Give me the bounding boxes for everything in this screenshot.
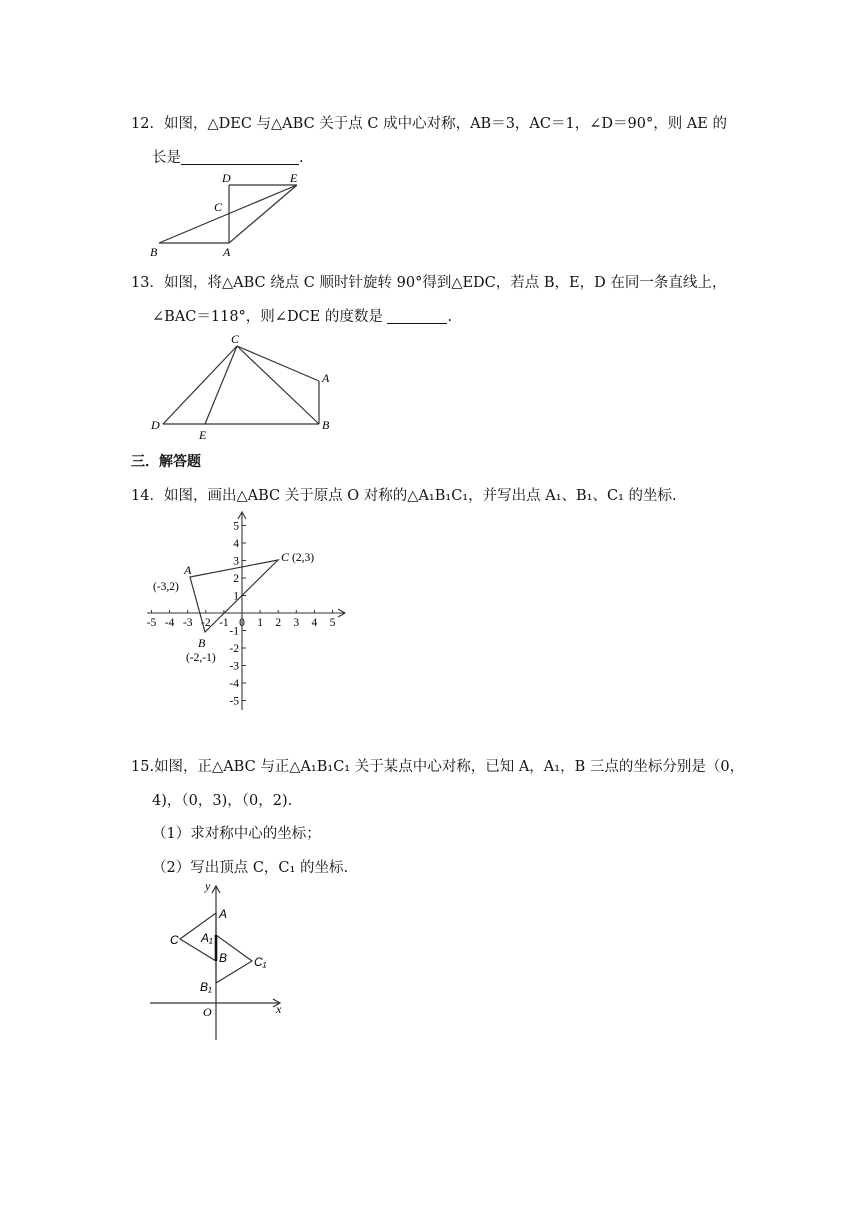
q12-line1 <box>131 112 727 133</box>
section-title: 三．解答题 <box>131 454 201 470</box>
q13-label-b: B <box>322 418 330 432</box>
q12-text-2: 长是 <box>152 150 181 166</box>
q14-line1 <box>131 484 677 505</box>
q15-label-b: B <box>219 951 228 965</box>
q13-text-2: ∠BAC＝118°，则∠DCE 的度数是 <box>152 309 383 325</box>
q14-x-tick-label: 3 <box>293 617 300 629</box>
q14-y-tick-label: -5 <box>229 695 239 708</box>
q12-end: . <box>299 150 304 166</box>
q14-x-tick-label: -3 <box>182 617 193 629</box>
q15-axis-x-label: x <box>276 1002 282 1016</box>
q14-label-b: B <box>198 636 206 650</box>
q12-answer-blank[interactable] <box>181 150 299 165</box>
q14-coordinate-figure <box>140 505 360 720</box>
q13-label-e: E <box>199 428 207 442</box>
q14-x-tick-label: 1 <box>257 617 263 629</box>
q15-label-a1: A₁ <box>201 931 213 945</box>
q15-label-b1: B₁ <box>200 980 212 994</box>
q13-text: 如图，将△ABC 绕点 C 顺时针旋转 90°得到△EDC，若点 B，E，D 在同一条直线上， <box>163 275 727 291</box>
q14-y-tick-label: 2 <box>233 573 239 585</box>
q14-x-tick-label: -2 <box>201 617 211 629</box>
q15-label-a: A <box>219 907 228 921</box>
q14-label-c: C <box>281 550 290 564</box>
q14-y-tick-label: 5 <box>233 520 239 533</box>
q14-label-a: A <box>184 563 192 577</box>
q14-y-tick-label: 4 <box>233 538 239 550</box>
q14-x-tick-label: 2 <box>275 617 282 629</box>
q14-x-tick-label: 5 <box>329 617 336 629</box>
q14-y-tick-label: 1 <box>233 590 239 603</box>
q14-y-tick-label: -3 <box>229 660 239 673</box>
q14-y-tick-label: -4 <box>229 678 239 690</box>
q14-x-tick-label: -5 <box>146 617 157 629</box>
q12-number: 12． <box>131 116 164 132</box>
q14-y-tick-label: 3 <box>233 555 239 568</box>
q12-text: 如图，△DEC 与△ABC 关于点 C 成中心对称，AB＝3，AC＝1，∠D＝90°，则 AE 的 <box>163 116 727 132</box>
q15-number: 15. <box>131 759 155 775</box>
q13-answer-blank[interactable] <box>387 309 447 324</box>
q12-label-c: C <box>214 200 223 214</box>
q15-text: 如图，正△ABC 与正△A₁B₁C₁ 关于某点中心对称，已知 A，A₁，B 三点的坐标分别是（0， <box>154 759 745 775</box>
q15-origin-label: O <box>203 1005 212 1019</box>
q12-label-a: A <box>223 245 231 259</box>
q13-line1 <box>131 271 726 292</box>
q14-y-tick-label: -1 <box>229 625 239 638</box>
q14-coord-b: (-2,-1) <box>186 652 216 664</box>
q15-label-c1: C₁ <box>254 955 267 969</box>
q14-number: 14． <box>131 488 164 504</box>
q12-label-d: D <box>222 171 231 185</box>
q12-label-e: E <box>290 171 298 185</box>
q14-coord-a: (-3,2) <box>153 581 179 593</box>
q15-figure <box>145 876 295 1042</box>
q13-label-a: A <box>322 371 330 385</box>
q13-label-c: C <box>231 332 240 346</box>
q13-line2 <box>152 305 452 326</box>
q12-figure <box>140 166 320 262</box>
q15-label-c: C <box>170 933 179 947</box>
q13-end: . <box>447 309 453 325</box>
q13-number: 13． <box>131 275 164 291</box>
q14-text: 如图，画出△ABC 关于原点 O 对称的△A₁B₁C₁，并写出点 A₁、B₁、C₁ 的坐标. <box>163 488 677 504</box>
q13-figure <box>148 330 338 442</box>
q14-coord-c: (2,3) <box>292 552 315 564</box>
q14-x-tick-label: -1 <box>219 617 229 629</box>
q15-line2: 4)，（0，3)，（0，2). <box>152 793 293 809</box>
q13-label-d: D <box>151 418 160 432</box>
q14-x-tick-label: 0 <box>239 617 245 629</box>
q15-sub2: （2）写出顶点 C，C₁ 的坐标. <box>152 860 349 876</box>
q12-line2 <box>152 146 304 167</box>
q15-axis-y-label: y <box>205 879 211 893</box>
q12-label-b: B <box>150 245 158 259</box>
q15-line1 <box>131 755 744 776</box>
q14-x-tick-label: 4 <box>311 617 318 629</box>
q15-sub1: （1）求对称中心的坐标； <box>152 826 321 842</box>
q14-x-tick-label: -4 <box>164 617 175 629</box>
q14-y-tick-label: -2 <box>229 643 239 655</box>
